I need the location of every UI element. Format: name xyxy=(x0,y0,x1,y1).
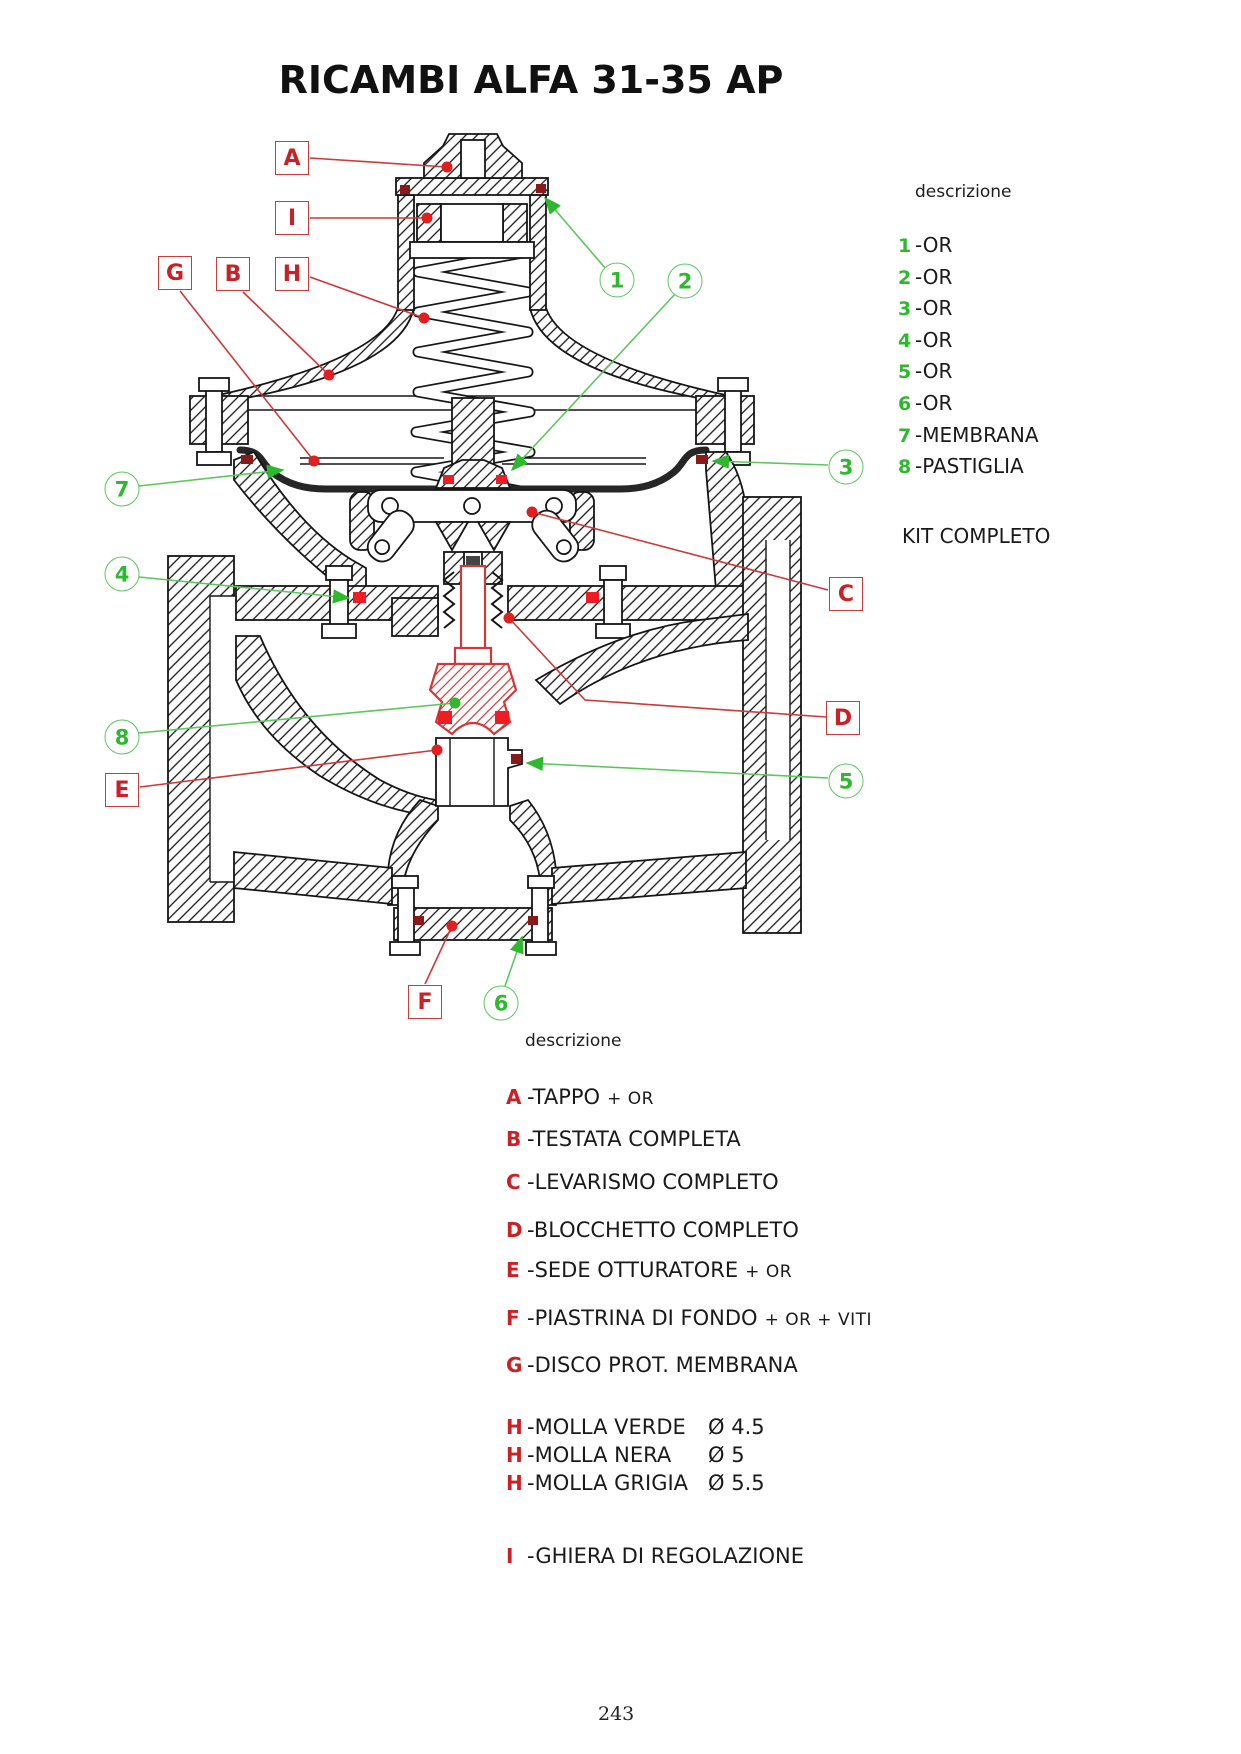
callout-number-3: 3 xyxy=(829,450,864,485)
legend-row: 6 -OR xyxy=(898,390,953,415)
callout-letter-C: C xyxy=(829,577,863,611)
legend-row: 7 -MEMBRANA xyxy=(898,422,1039,447)
callout-letter-A: A xyxy=(275,141,309,175)
page-title: RICAMBI ALFA 31-35 AP xyxy=(278,58,784,102)
callout-letter-G: G xyxy=(158,256,192,290)
callout-number-7: 7 xyxy=(105,472,140,507)
legend-row: H -MOLLA VERDE Ø 4.5 xyxy=(506,1415,765,1439)
callout-number-8: 8 xyxy=(105,720,140,755)
page-number: 243 xyxy=(598,1703,635,1725)
callout-letter-F: F xyxy=(408,985,442,1019)
legend-row: G -DISCO PROT. MEMBRANA xyxy=(506,1353,798,1377)
legend-row: 2 -OR xyxy=(898,264,953,289)
legend-row: 4 -OR xyxy=(898,327,953,352)
legend-row: 5 -OR xyxy=(898,359,953,384)
legend-row: H -MOLLA NERA Ø 5 xyxy=(506,1443,745,1467)
callout-letter-D: D xyxy=(826,701,860,735)
legend-row: I -GHIERA DI REGOLAZIONE xyxy=(506,1544,804,1568)
legend-row: A -TAPPO + OR xyxy=(506,1085,654,1109)
legend-row: 8 -PASTIGLIA xyxy=(898,454,1024,479)
legend-row: B -TESTATA COMPLETA xyxy=(506,1127,741,1151)
legend-row: E -SEDE OTTURATORE + OR xyxy=(506,1258,793,1282)
right-legend-heading: descrizione xyxy=(915,182,1012,202)
callout-number-5: 5 xyxy=(829,764,864,799)
callout-number-6: 6 xyxy=(484,986,519,1021)
legend-row: C -LEVARISMO COMPLETO xyxy=(506,1170,779,1194)
callout-letter-B: B xyxy=(216,257,250,291)
legend-row: 1 -OR xyxy=(898,233,953,257)
callout-number-2: 2 xyxy=(668,264,703,299)
right-legend xyxy=(898,233,1039,486)
callout-letter-I: I xyxy=(275,201,309,235)
legend-row: D -BLOCCHETTO COMPLETO xyxy=(506,1218,799,1242)
kit-completo-label: KIT COMPLETO xyxy=(902,524,1051,548)
callout-number-1: 1 xyxy=(600,263,635,298)
legend-row: H -MOLLA GRIGIA Ø 5.5 xyxy=(506,1471,765,1495)
callout-letter-H: H xyxy=(275,257,309,291)
legend-row: F -PIASTRINA DI FONDO + OR + VITI xyxy=(506,1306,872,1330)
callout-number-4: 4 xyxy=(105,557,140,592)
bottom-legend-heading: descrizione xyxy=(525,1031,622,1051)
legend-row: 3 -OR xyxy=(898,296,953,321)
callout-letter-E: E xyxy=(105,773,139,807)
